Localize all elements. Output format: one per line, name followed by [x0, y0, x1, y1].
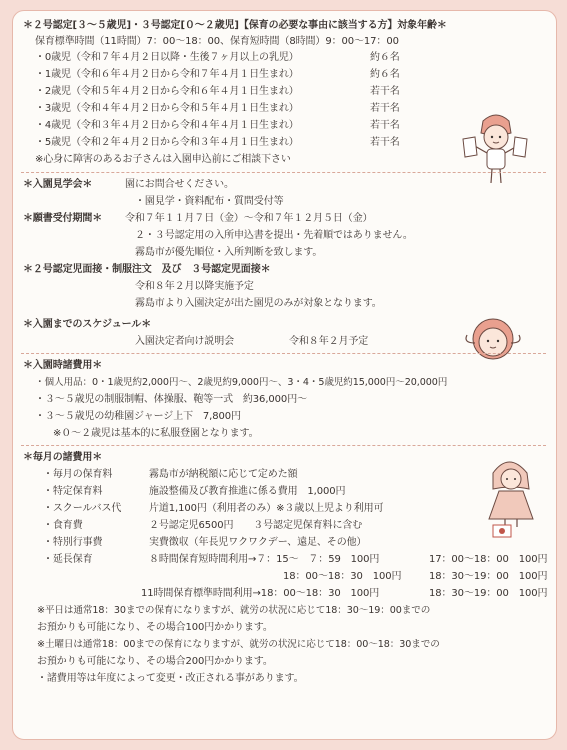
age-row: ・3歳児（令和４年４月２日から令和５年４月１日生まれ） [35, 103, 299, 114]
entry-cost-item: ・個人用品：0・1歳児約2,000円～、2歳児約9,000円～、3・4・5歳児約15,000円～20,000円 [35, 377, 448, 388]
monthly-cost-value: 霧島市が納税額に応じて定めた額 [149, 469, 298, 480]
age-count: 若干名 [370, 103, 400, 114]
age-count: 約６名 [370, 52, 400, 63]
age-row: ・0歳児（令和７年４月２日以降・生後７ヶ月以上の乳児） [35, 52, 299, 63]
schedule-item: 入園決定者向け説明会 [135, 336, 234, 347]
apply-period: 令和７年１１月７日（金）～令和７年１２月５日（金） [125, 213, 373, 224]
monthly-cost-value: ２号認定児6500円 ３号認定児保育料に含む [149, 520, 363, 531]
entry-cost-note: ※０～２歳児は基本的に私服登園となります。 [53, 428, 259, 439]
care-hours: 保育標準時間（11時間）7：00～18：00、保育短時間（8時間）9：00～17：00 [35, 36, 399, 47]
age-count: 若干名 [370, 137, 400, 148]
child-holding-papers-icon [461, 111, 531, 189]
extension-note: ※平日は通常18：30までの保育になりますが、就労の状況に応じて18：30～19：00までの [37, 605, 431, 616]
monthly-cost-label: ・スクールバス代 [43, 503, 122, 514]
apply-header: ＊願書受付期間＊ [23, 213, 103, 224]
divider [21, 172, 546, 173]
disability-note: ※心身に障害のあるお子さんは入園申込前にご相談下さい [35, 154, 291, 165]
visit-header: ＊入園見学会＊ [23, 179, 93, 190]
interview-text: 霧島市より入園決定が出た園児のみが対象となります。 [135, 298, 382, 309]
monthly-cost-label: ・毎月の保育料 [43, 469, 113, 480]
monthly-cost-value: 施設整備及び教育推進に係る費用 1,000円 [149, 486, 346, 497]
monthly-cost-label: ・食育費 [43, 520, 83, 531]
interview-text: 令和８年２月以降実施予定 [135, 281, 254, 292]
divider [21, 353, 546, 354]
visit-sub: ・園見学・資料配布・質問受付等 [135, 196, 284, 207]
extension-label: ・延長保育 [43, 554, 93, 565]
extension-note: お預かりも可能になり、その場合200円かかります。 [37, 656, 273, 667]
monthly-cost-label: ・特定保育料 [43, 486, 103, 497]
schedule-header: ＊入園までのスケジュール＊ [23, 319, 152, 330]
apply-note: ２・３号認定用の入所申込書を提出・先着順ではありません。 [135, 230, 413, 241]
interview-header: ＊２号認定児面接・制服注文 及び ３号認定児面接＊ [23, 264, 271, 275]
extension-note: ※土曜日は通常18：00までの保育になりますが、就労の状況に応じて18：00～18：30までの [37, 639, 440, 650]
age-row: ・2歳児（令和５年４月２日から令和６年４月１日生まれ） [35, 86, 299, 97]
age-count: 若干名 [370, 86, 400, 97]
schedule-date: 令和８年２月予定 [289, 336, 369, 347]
age-row: ・5歳児（令和２年４月２日から令和３年４月１日生まれ） [35, 137, 299, 148]
extension-row: 11時間保育標準時間利用→18：00～18：30 100円 [141, 588, 380, 599]
age-row: ・4歳児（令和３年４月２日から令和４年４月１日生まれ） [35, 120, 299, 131]
extension-row: ８時間保育短時間利用→７：15～ ７：59 100円 [149, 554, 380, 565]
girl-with-flag-icon [479, 451, 543, 541]
extension-row: 18：30～19：00 100円 [429, 571, 548, 582]
monthly-cost-label: ・特別行事費 [43, 537, 103, 548]
extension-note: お預かりも可能になり、その場合100円かかります。 [37, 622, 273, 633]
age-row: ・1歳児（令和６年４月２日から令和７年４月１日生まれ） [35, 69, 299, 80]
entry-cost-header: ＊入園時諸費用＊ [23, 360, 103, 371]
monthly-cost-header: ＊毎月の諸費用＊ [23, 452, 103, 463]
apply-note: 霧島市が優先順位・入所判断を致します。 [135, 247, 323, 258]
age-count: 約６名 [370, 69, 400, 80]
admission-flyer [12, 10, 557, 740]
age-section-header: ＊２号認定[３～５歳児]・３号認定[０～２歳児]【保育の必要な事由に該当する方】対象年齢＊ [23, 20, 447, 31]
visit-text: 園にお問合せください。 [125, 179, 234, 190]
child-face-icon [461, 313, 525, 363]
entry-cost-item: ・３～５歳児の幼稚園ジャージ上下 7,800円 [35, 411, 241, 422]
entry-cost-item: ・３～５歳児の制服制帽、体操服、鞄等一式 約36,000円～ [35, 394, 307, 405]
extension-row: 18：00～18：30 100円 [283, 571, 402, 582]
divider [21, 445, 546, 446]
extension-row: 17：00～18：00 100円 [429, 554, 548, 565]
monthly-cost-value: 実費徴収（年長児ワクワクデー、遠足、その他） [149, 537, 367, 548]
extension-note: ・諸費用等は年度によって変更・改正される事があります。 [37, 673, 304, 684]
age-count: 若干名 [370, 120, 400, 131]
extension-row: 18：30～19：00 100円 [429, 588, 548, 599]
monthly-cost-value: 片道1,100円（利用者のみ）※３歳以上児より利用可 [149, 503, 384, 514]
